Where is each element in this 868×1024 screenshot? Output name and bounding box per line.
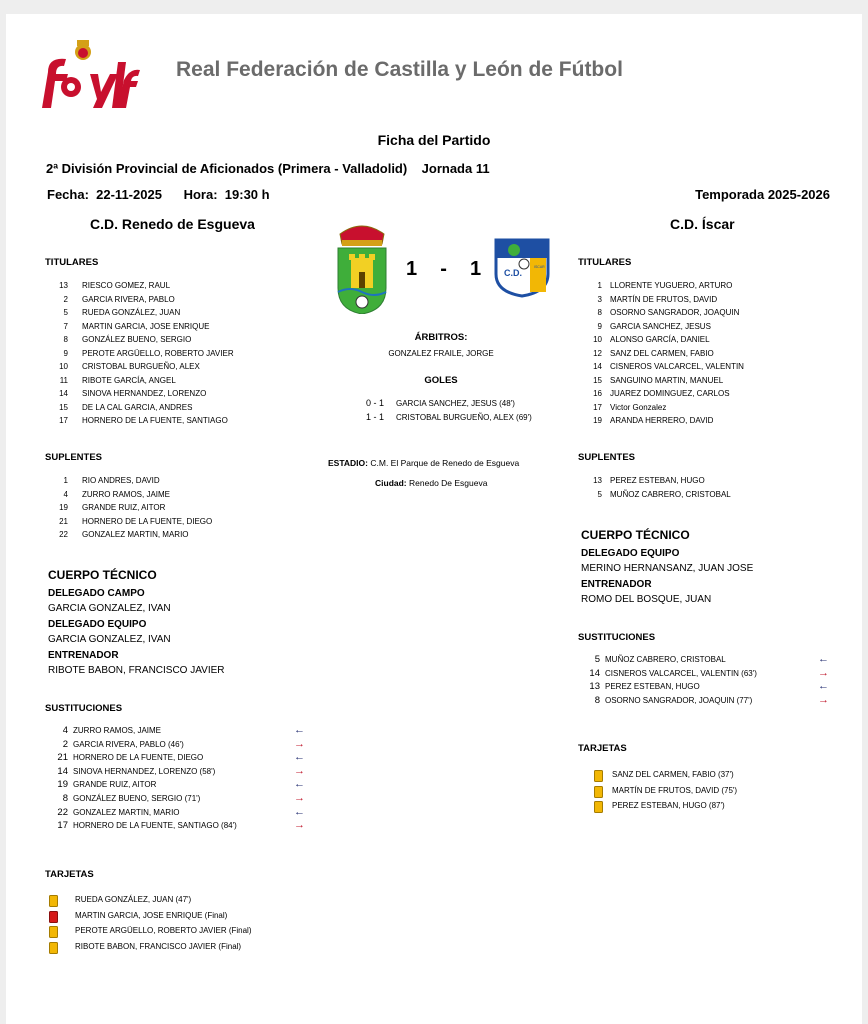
yellow-card-icon (594, 770, 603, 782)
player-name: PEROTE ARGÜELLO, ROBERTO JAVIER (82, 348, 234, 358)
substitution-player: SINOVA HERNANDEZ, LORENZO (58') (73, 766, 216, 776)
player-number: 17 (593, 402, 602, 412)
substitution-number: 22 (57, 806, 68, 818)
player-number: 4 (63, 489, 68, 499)
home-starters-heading: TITULARES (45, 257, 99, 268)
staff-role: DELEGADO CAMPO (48, 588, 145, 599)
player-name: SANGUINO MARTIN, MANUEL (610, 375, 724, 385)
city-name: Renedo De Esgueva (409, 478, 488, 488)
city-label: Ciudad: (375, 478, 407, 488)
substitution-player: PEREZ ESTEBAN, HUGO (605, 682, 700, 692)
player-number: 15 (593, 375, 602, 385)
player-name: GONZALEZ MARTIN, MARIO (82, 530, 189, 539)
player-name: MUÑOZ CABRERO, CRISTOBAL (610, 489, 731, 499)
substitution-player: ZURRO RAMOS, JAIME (73, 726, 162, 735)
player-number: 21 (59, 516, 68, 526)
away-badge-text: C.D. (504, 268, 522, 278)
goal-scorer: GARCIA SANCHEZ, JESUS (48') (396, 399, 515, 408)
player-name: OSORNO SANGRADOR, JOAQUIN (610, 308, 740, 317)
staff-role: ENTRENADOR (581, 579, 652, 590)
goal-row (366, 410, 532, 424)
home-subs-heading: SUPLENTES (45, 452, 103, 463)
season: 2025-2026 (767, 187, 830, 202)
substitution-in-arrow-icon: ← (818, 653, 829, 665)
player-number: 17 (59, 416, 68, 425)
player-name: CISNEROS VALCARCEL, VALENTIN (610, 362, 744, 371)
away-substitutions-heading: SUSTITUCIONES (578, 632, 656, 643)
player-number: 5 (63, 308, 68, 317)
stadium-label: ESTADIO: (328, 458, 368, 468)
competition-line (46, 161, 490, 176)
red-card-icon (49, 911, 58, 923)
time-label: Hora: (183, 187, 218, 202)
home-cards-heading: TARJETAS (45, 869, 94, 880)
score (406, 258, 481, 281)
substitution-player: GONZÁLEZ BUENO, SERGIO (71') (73, 793, 201, 803)
away-subs-heading: SUPLENTES (578, 452, 636, 463)
home-team-name: C.D. Renedo de Esgueva (90, 216, 255, 232)
home-score: 1 (406, 258, 418, 280)
date-time-line (47, 187, 270, 202)
home-team-crest (334, 222, 390, 314)
player-name: PEREZ ESTEBAN, HUGO (610, 476, 705, 485)
player-name: LLORENTE YUGUERO, ARTURO (610, 281, 733, 290)
card-player: RUEDA GONZÁLEZ, JUAN (47') (75, 895, 192, 904)
player-number: 12 (593, 348, 602, 358)
substitution-in-arrow-icon: ← (294, 724, 305, 736)
card-player: SANZ DEL CARMEN, FABIO (37') (612, 770, 734, 779)
staff-person: RIBOTE BABON, FRANCISCO JAVIER (48, 665, 225, 676)
away-team-crest (494, 238, 550, 298)
substitution-in-arrow-icon: ← (294, 778, 305, 791)
player-name: GONZÁLEZ BUENO, SERGIO (82, 335, 192, 344)
substitution-number: 13 (589, 681, 600, 693)
staff-role: DELEGADO EQUIPO (581, 548, 680, 559)
substitution-player: MUÑOZ CABRERO, CRISTOBAL (605, 655, 726, 664)
season-line (695, 187, 830, 202)
substitution-out-arrow-icon: → (294, 819, 305, 832)
substitution-out-arrow-icon: → (294, 791, 305, 804)
player-name: GARCIA RIVERA, PABLO (82, 294, 175, 304)
substitution-player: CISNEROS VALCARCEL, VALENTIN (63') (605, 668, 757, 678)
player-number: 9 (597, 321, 602, 331)
staff-role: DELEGADO EQUIPO (48, 619, 147, 630)
substitution-in-arrow-icon: ← (294, 805, 305, 818)
away-score: 1 (470, 258, 482, 280)
date-label: Fecha: (47, 187, 89, 202)
city-line (375, 478, 487, 488)
goals-label: GOLES (424, 375, 458, 386)
federation-title: Real Federación de Castilla y León de Fútbol (176, 58, 623, 81)
home-staff-list (48, 586, 225, 679)
away-starters-heading: TITULARES (578, 257, 632, 268)
logo-text: fcylf (38, 32, 40, 33)
substitution-out-arrow-icon: → (294, 737, 305, 750)
score-separator: - (440, 258, 447, 280)
substitution-number: 14 (589, 667, 600, 679)
substitution-player: GARCIA RIVERA, PABLO (46') (73, 739, 184, 749)
stadium-line (328, 458, 519, 468)
card-player: PEREZ ESTEBAN, HUGO (87') (612, 801, 725, 810)
staff-person: GARCIA GONZALEZ, IVAN (48, 603, 171, 614)
player-name: RUEDA GONZÁLEZ, JUAN (82, 308, 181, 317)
substitution-out-arrow-icon: → (818, 693, 829, 706)
staff-role: ENTRENADOR (48, 650, 119, 661)
substitution-player: OSORNO SANGRADOR, JOAQUIN (77') (605, 695, 753, 705)
substitution-number: 17 (57, 820, 68, 832)
player-number: 14 (59, 389, 68, 398)
card-player: PEROTE ARGÜELLO, ROBERTO JAVIER (Final) (75, 926, 252, 935)
substitution-number: 4 (62, 725, 68, 736)
federation-logo (38, 32, 140, 116)
player-name: MARTIN GARCIA, JOSE ENRIQUE (82, 321, 210, 331)
player-number: 11 (59, 375, 68, 385)
player-name: MARTÍN DE FRUTOS, DAVID (610, 294, 718, 304)
player-number: 8 (63, 335, 68, 344)
referee-name: GONZALEZ FRAILE, JORGE (388, 349, 494, 358)
substitution-player: GRANDE RUIZ, AITOR (73, 780, 157, 790)
player-name: GRANDE RUIZ, AITOR (82, 503, 166, 512)
match-date: 22-11-2025 (96, 187, 162, 202)
player-name: SANZ DEL CARMEN, FABIO (610, 348, 714, 358)
substitution-out-arrow-icon: → (818, 666, 829, 679)
substitution-player: HORNERO DE LA FUENTE, SANTIAGO (84') (73, 821, 237, 831)
player-number: 13 (593, 476, 602, 485)
away-staff-list (581, 546, 753, 608)
home-substitutions-heading: SUSTITUCIONES (45, 703, 123, 714)
player-name: HORNERO DE LA FUENTE, SANTIAGO (82, 416, 228, 425)
substitution-number: 2 (62, 738, 68, 750)
goal-score: 0 - 1 (366, 398, 385, 408)
substitution-player: HORNERO DE LA FUENTE, DIEGO (73, 753, 204, 763)
player-number: 1 (63, 476, 68, 485)
substitution-player: GONZALEZ MARTIN, MARIO (73, 807, 180, 817)
goal-scorer: CRISTOBAL BURGUEÑO, ALEX (69') (396, 413, 532, 422)
player-name: JUAREZ DOMINGUEZ, CARLOS (610, 389, 730, 398)
yellow-card-icon (49, 895, 58, 907)
card-player: RIBOTE BABON, FRANCISCO JAVIER (Final) (75, 941, 242, 951)
player-number: 5 (597, 489, 602, 499)
card-player: MARTIN GARCIA, JOSE ENRIQUE (Final) (75, 910, 228, 920)
away-team-name: C.D. Íscar (670, 216, 735, 232)
yellow-card-icon (49, 926, 58, 938)
player-name: HORNERO DE LA FUENTE, DIEGO (82, 516, 213, 526)
card-player: MARTÍN DE FRUTOS, DAVID (75') (612, 785, 738, 795)
yellow-card-icon (594, 801, 603, 813)
referees-label: ÁRBITROS: (414, 332, 468, 343)
staff-person: MERINO HERNANSANZ, JUAN JOSE (581, 563, 754, 574)
player-number: 14 (593, 362, 602, 371)
player-name: RIBOTE GARCÍA, ANGEL (82, 375, 176, 385)
player-number: 19 (593, 416, 602, 425)
player-name: Victor Gonzalez (610, 402, 667, 412)
player-name: RIO ANDRES, DAVID (82, 476, 160, 485)
substitution-in-arrow-icon: ← (294, 751, 305, 764)
player-name: ARANDA HERRERO, DAVID (610, 416, 714, 425)
match-officials (326, 332, 556, 358)
player-number: 15 (59, 402, 68, 412)
goal-row (366, 396, 532, 410)
yellow-card-icon (594, 786, 603, 798)
substitution-number: 14 (57, 765, 68, 777)
substitution-in-arrow-icon: ← (818, 680, 829, 693)
round: Jornada 11 (421, 161, 490, 176)
substitution-out-arrow-icon: → (294, 764, 305, 777)
competition-name: 2ª División Provincial de Aficionados (Primera - Valladolid) (46, 161, 408, 176)
away-cards-heading: TARJETAS (578, 743, 627, 754)
substitution-number: 8 (594, 694, 600, 706)
player-number: 2 (63, 294, 68, 304)
away-badge-side: ISCAR (534, 265, 545, 269)
substitution-number: 21 (57, 752, 68, 764)
player-name: RIESCO GOMEZ, RAUL (82, 281, 171, 290)
player-number: 7 (63, 321, 68, 331)
goal-score: 1 - 1 (366, 412, 385, 422)
player-name: ALONSO GARCÍA, DANIEL (610, 335, 710, 344)
match-sheet-page (6, 14, 862, 1024)
player-number: 16 (593, 389, 602, 398)
sheet-title: Ficha del Partido (377, 132, 491, 148)
match-time: 19:30 h (224, 187, 270, 202)
staff-person: ROMO DEL BOSQUE, JUAN (581, 594, 712, 605)
player-number: 13 (59, 281, 68, 290)
player-number: 9 (63, 348, 68, 358)
player-number: 10 (59, 362, 68, 371)
substitution-number: 8 (62, 792, 68, 804)
yellow-card-icon (49, 942, 58, 954)
away-staff-heading: CUERPO TÉCNICO (581, 528, 690, 542)
player-name: DE LA CAL GARCIA, ANDRES (82, 402, 193, 412)
player-name: CRISTOBAL BURGUEÑO, ALEX (82, 362, 200, 371)
home-staff-heading: CUERPO TÉCNICO (48, 568, 157, 582)
player-number: 3 (597, 294, 602, 304)
player-number: 22 (59, 530, 68, 539)
player-name: SINOVA HERNANDEZ, LORENZO (82, 389, 207, 398)
player-number: 8 (597, 308, 602, 317)
player-name: ZURRO RAMOS, JAIME (82, 489, 171, 499)
player-number: 10 (593, 335, 602, 344)
staff-person: GARCIA GONZALEZ, IVAN (48, 634, 171, 645)
player-name: GARCIA SANCHEZ, JESUS (610, 321, 711, 331)
stadium-name: C.M. El Parque de Renedo de Esgueva (370, 458, 520, 468)
substitution-number: 5 (594, 654, 600, 665)
player-number: 1 (597, 281, 602, 290)
substitution-number: 19 (57, 779, 68, 791)
season-label: Temporada (695, 187, 765, 202)
goals-list (366, 396, 532, 424)
player-number: 19 (59, 503, 68, 512)
